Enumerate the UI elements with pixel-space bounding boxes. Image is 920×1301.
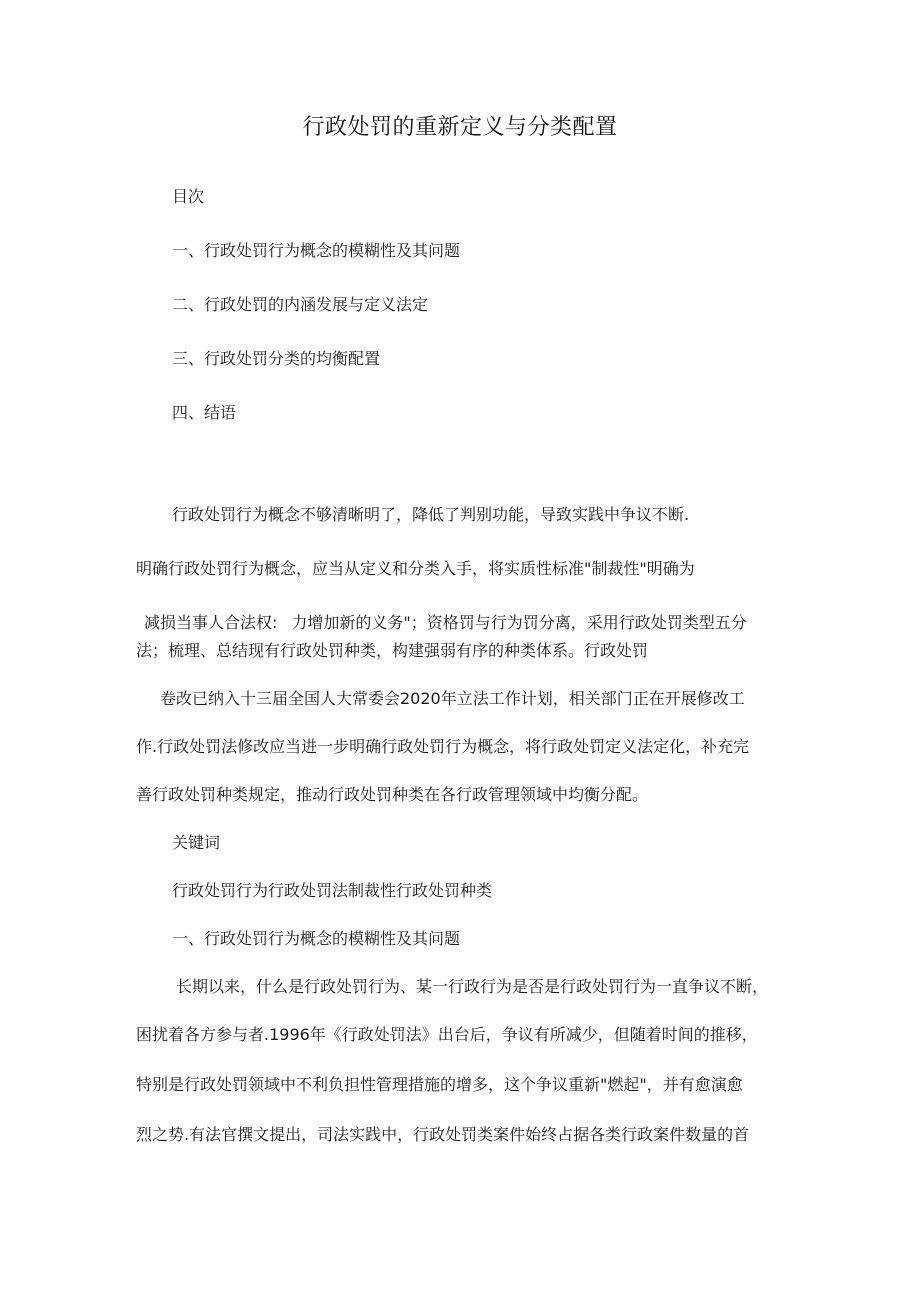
abstract-line-3: [144, 612, 747, 634]
toc-item-1: 一、行政处罚行为概念的模糊性及其问题: [172, 241, 461, 260]
abstract-line-4: 法；梳理、总结现有行政处罚种类，构建强弱有序的种类体系。行政处罚: [136, 641, 649, 660]
section-1-line-4: 烈之势.有法官撰文提出，司法实践中，行政处罚类案件始终占据各类行政案件数量的首: [136, 1125, 750, 1144]
toc-item-2: 二、行政处罚的内涵发展与定义法定: [172, 295, 429, 314]
section-1-line-2: 困扰着各方参与者.1996年《行政处罚法》出台后，争议有所减少，但随着时间的推移，: [136, 1025, 758, 1044]
document-title: 行政处罚的重新定义与分类配置: [302, 115, 618, 140]
section-1-line-1: 长期以来，什么是行政处罚行为、某一行政行为是否是行政处罚行为一直争议不断，: [176, 977, 769, 996]
keywords-heading: 关键词: [172, 833, 221, 852]
section-1-line-3: 特别是行政处罚领域中不利负担性管理措施的增多，这个争议重新"燃起"，并有愈演愈: [136, 1075, 743, 1094]
toc-item-3: 三、行政处罚分类的均衡配置: [172, 349, 381, 368]
abstract-line-7: 善行政处罚种类规定，推动行政处罚种类在各行政管理领域中均衡分配。: [136, 785, 649, 804]
abstract-line-3-part-b: 力增加新的义务"；资格罚与行为罚分离，采用行政处罚类型五分: [291, 613, 747, 632]
keywords-list: 行政处罚行为行政处罚法制裁性行政处罚种类: [172, 881, 493, 900]
abstract-line-5: 卷改已纳入十三届全国人大常委会2020年立法工作计划，相关部门正在开展修改工: [160, 689, 745, 708]
abstract-line-2: 明确行政处罚行为概念，应当从定义和分类入手，将实质性标准"制裁性"明确为: [136, 559, 695, 578]
toc-item-4: 四、结语: [172, 403, 237, 422]
abstract-line-6: 作.行政处罚法修改应当进一步明确行政处罚行为概念，将行政处罚定义法定化，补充完: [136, 737, 750, 756]
abstract-line-1: 行政处罚行为概念不够清晰明了，降低了判别功能，导致实践中争议不断.: [172, 505, 690, 524]
section-1-heading: 一、行政处罚行为概念的模糊性及其问题: [172, 929, 461, 948]
toc-heading: 目次: [172, 187, 205, 206]
abstract-line-3-part-a: 减损当事人合法权:: [144, 613, 278, 632]
